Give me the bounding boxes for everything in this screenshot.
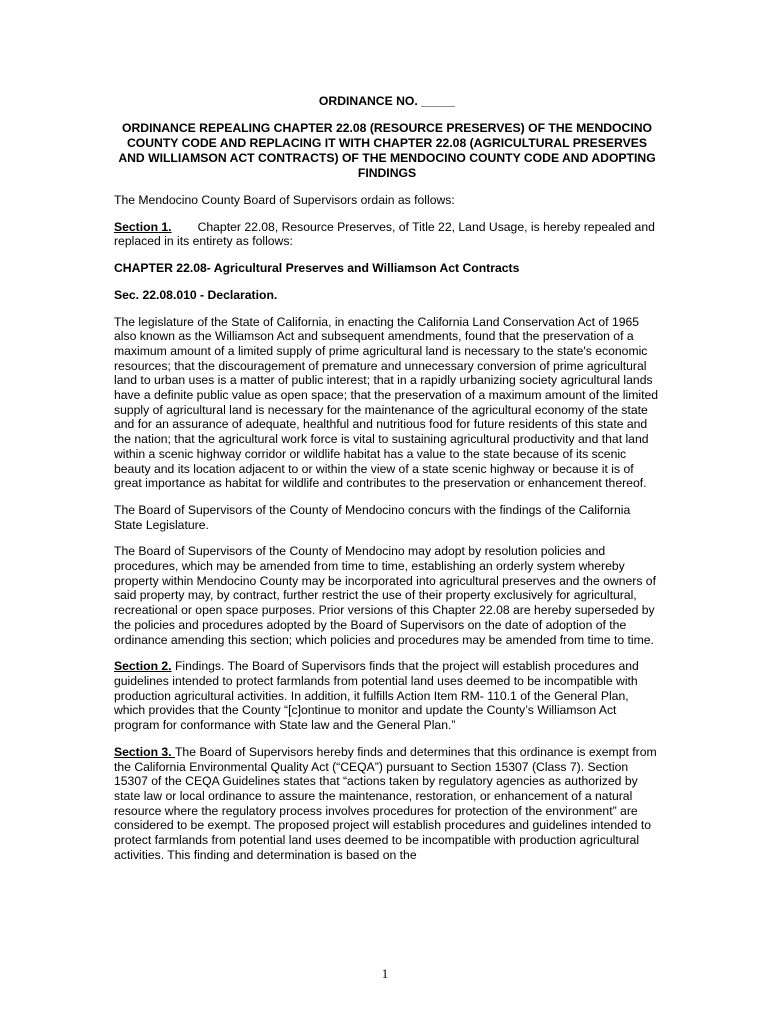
section-1-label: Section 1. [114,219,172,234]
section-2-text: Findings. The Board of Supervisors finds that the project will establish procedures and guidelines intended to protect farmlands from potential land uses deemed to be incompatible with production agricultural activities. In addition, it fulfills Action Item RM- 110.1 of the General Plan, which provides that the County “[c]ontinue to monitor and update the County’s Williamson Act program for conformance with State law and the General Plan.” [114,659,639,733]
ordinance-title: ORDINANCE REPEALING CHAPTER 22.08 (RESOURCE PRESERVES) OF THE MENDOCINO COUNTY CODE AND REPLACING IT WITH CHAPTER 22.08 (AGRICULTURAL PRESERVES AND WILLIAMSON ACT CONTRACTS) OF THE MENDOCINO COUNTY CODE AND ADOPTING FINDINGS [118,121,656,180]
intro-paragraph: The Mendocino County Board of Supervisors ordain as follows: [114,193,455,207]
concurs-paragraph: The Board of Supervisors of the County of Mendocino concurs with the findings of the California State Legislature. [114,502,631,532]
ordinance-number: ORDINANCE NO. _____ [318,94,456,108]
section-2-paragraph [114,659,660,733]
document-body [114,94,660,874]
page-number: 1 [381,966,389,981]
section-3-paragraph [114,745,660,863]
section-3-label: Section 3. [114,744,175,759]
section-3-text: The Board of Supervisors hereby finds and determines that this ordinance is exempt from the California Environmental Quality Act (“CEQA”) pursuant to Section 15307 (Class 7). Section 15307 of the CEQA Guidelines states that “actions taken by regulatory agencies as authorized by state law or local ordinance to assure the maintenance, restoration, or enhancement of a natural resource where the regulatory process involves procedures for protection of the environment” are considered to be exempt. The proposed project will establish procedures and guidelines intended to protect farmlands from potential land uses deemed to be incompatible with production agricultural activities. This finding and determination is based on the [114,744,657,862]
section-1-text: Chapter 22.08, Resource Preserves, of Title 22, Land Usage, is hereby repealed and replaced in its entirety as follows: [114,219,655,249]
may-adopt-paragraph: The Board of Supervisors of the County of Mendocino may adopt by resolution policies and procedures, which may be amended from time to time, establishing an orderly system whereby property within Mendocino County may be incorporated into agricultural preserves and the owners of said property may, by contract, further restrict the use of their property exclusively for agricultural, recreational or open space purposes. Prior versions of this Chapter 22.08 are hereby superseded by the policies and procedures adopted by the Board of Supervisors on the date of adoption of the ordinance amending this section; which policies and procedures may be amended from time to time. [114,544,656,647]
section-2-label: Section 2. [114,659,172,674]
section-1-paragraph [114,220,660,249]
sec-heading: Sec. 22.08.010 - Declaration. [114,287,278,302]
chapter-heading: CHAPTER 22.08- Agricultural Preserves and Williamson Act Contracts [114,261,520,276]
legislature-paragraph: The legislature of the State of California, in enacting the California Land Conservation Act of 1965 also known as the Williamson Act and subsequent amendments, found that the preservation of a maximum amount of a limited supply of prime agricultural land is necessary to the state's economic resources; that the discouragement of premature and unnecessary conversion of prime agricultural land to urban uses is a matter of public interest; that in a rapidly urbanizing society agricultural lands have a definite public value as open space; that the preservation of a maximum amount of the limited supply of agricultural land is necessary for the maintenance of the agricultural economy of the state and for an assurance of adequate, healthful and nutritious food for future residents of this state and the nation; that the agricultural work force is vital to sustaining agricultural productivity and that land within a scenic highway corridor or wildlife habitat has a value to the state because of its scenic beauty and its location adjacent to or within the view of a state scenic highway or because it is of great importance as habitat for wildlife and contributes to the preservation or enhancement thereof. [114,314,659,491]
